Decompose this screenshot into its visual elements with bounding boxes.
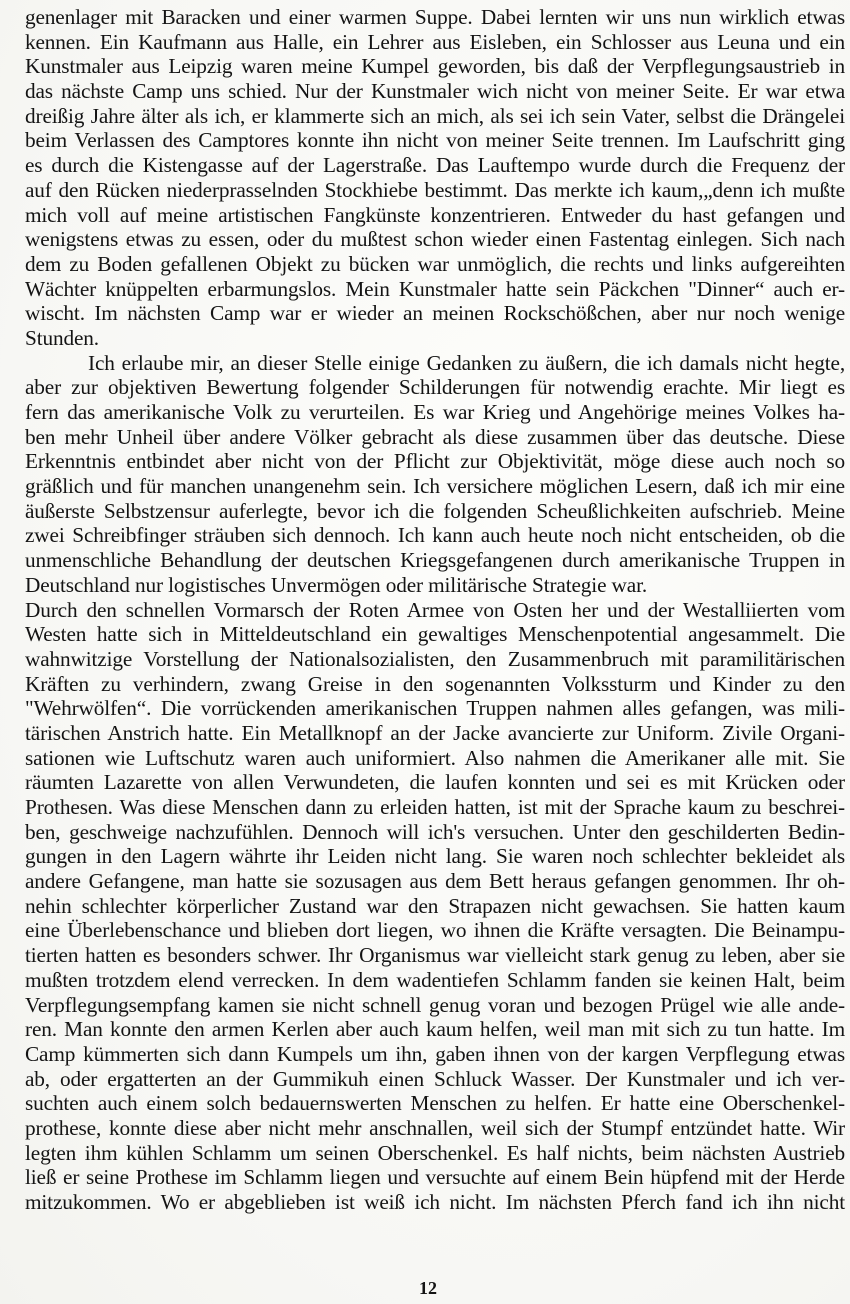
text-line: nehin schlechter körperlicher Zustand war den Strapazen nicht gewachsen. Sie hatten kaum: [25, 893, 845, 918]
text-line: mich voll auf meine artistischen Fangkünste konzentrieren. Entweder du hast gefangen und: [25, 202, 845, 227]
text-line: prothese, konnte diese aber nicht mehr anschnallen, weil sich der Stumpf entzündet hatte. Wir: [25, 1115, 845, 1140]
text-line: Stunden.: [25, 325, 99, 350]
text-line: Verpflegungsempfang kamen sie nicht schnell genug voran und bezogen Prügel wie alle ande-: [25, 992, 845, 1017]
text-line: genenlager mit Baracken und einer warmen Suppe. Dabei lernten wir uns nun wirklich etwas: [25, 5, 845, 29]
text-line: sationen wie Luftschutz waren auch uniformiert. Also nahmen die Amerikaner alle mit. Sie: [25, 745, 845, 770]
text-line: dreißig Jahre älter als ich, er klammerte sich an mich, als sei ich sein Vater, selbst die Drängelei: [25, 103, 845, 128]
text-line: Ich erlaube mir, an dieser Stelle einige Gedanken zu äußern, die ich damals nicht hegte,: [88, 350, 845, 375]
text-line: fern das amerikanische Volk zu verurteilen. Es war Krieg und Angehörige meines Volkes ha-: [25, 400, 845, 424]
body-text: [25, 5, 845, 1215]
text-line: dem zu Boden gefallenen Objekt zu bücken war unmöglich, die rechts und links aufgereihten: [25, 251, 845, 276]
text-line: Camp kümmerten sich dann Kumpels um ihn, gaben ihnen von der kargen Verpflegung etwas: [25, 1041, 845, 1066]
text-line: räumten Lazarette von allen Verwundeten, die laufen konnten und sei es mit Krücken oder: [25, 770, 845, 795]
text-line: auf den Rücken niederprasselnden Stockhiebe bestimmt. Das merkte ich kaum,„denn ich mußte: [25, 177, 845, 202]
text-line: es durch die Kistengasse auf der Lagerstraße. Das Lauftempo wurde durch die Frequenz der: [25, 153, 845, 178]
text-line: tierten hatten es besonders schwer. Ihr Organismus war vielleicht stark genug zu leben, aber sie: [25, 943, 845, 968]
text-line: mitzukommen. Wo er abgeblieben ist weiß ich nicht. Im nächsten Pferch fand ich ihn nicht: [25, 1190, 845, 1214]
text-line: aber zur objektiven Bewertung folgender Schilderungen für notwendig erachte. Mir liegt es: [25, 375, 845, 400]
text-line: "Wehrwölfen“. Die vorrückenden amerikanischen Truppen nahmen alles gefangen, was mili-: [25, 696, 845, 721]
text-line: Kunstmaler aus Leipzig waren meine Kumpel geworden, bis daß der Verpflegungsaustrieb in: [25, 54, 845, 79]
text-line: wahnwitzige Vorstellung der Nationalsozialisten, den Zusammenbruch mit paramilitärischen: [25, 646, 845, 671]
page-number: 12: [419, 1278, 437, 1298]
text-line: Prothesen. Was diese Menschen dann zu erleiden hatten, ist mit der Sprache kaum zu beschrei-: [25, 795, 845, 819]
text-line: Kräften zu verhindern, zwang Greise in den sogenannten Volkssturm und Kinder zu den: [25, 671, 845, 696]
text-line: legten ihm kühlen Schlamm um seinen Oberschenkel. Es half nichts, beim nächsten Austrieb: [25, 1140, 845, 1165]
text-line: eine Überlebenschance und blieben dort liegen, wo ihnen die Kräfte versagten. Die Beinampu-: [25, 918, 845, 943]
text-line: zwei Schreibfinger sträuben sich dennoch. Ich kann auch heute noch nicht entscheiden, ob die: [25, 523, 845, 548]
text-line: Wächter knüppelten erbarmungslos. Mein Kunstmaler hatte sein Päckchen "Dinner“ auch er-: [25, 276, 845, 301]
text-line: unmenschliche Behandlung der deutschen Kriegsgefangenen durch amerikanische Truppen in: [25, 548, 845, 573]
text-line: wischt. Im nächsten Camp war er wieder an meinen Rockschößchen, aber nur noch wenige: [25, 301, 845, 326]
text-line: andere Gefangene, man hatte sie sozusagen aus dem Bett heraus gefangen genommen. Ihr oh-: [25, 869, 845, 894]
text-line: das nächste Camp uns schied. Nur der Kunstmaler wich nicht von meiner Seite. Er war etwa: [25, 79, 845, 104]
text-line: ließ er seine Prothese im Schlamm liegen und versuchte auf einem Bein hüpfend mit der Herde: [25, 1165, 845, 1190]
text-line: gungen in den Lagern währte ihr Leiden nicht lang. Sie waren noch schlechter bekleidet als: [25, 844, 845, 869]
text-line: ben, geschweige nachzufühlen. Dennoch will ich's versuchen. Unter den geschilderten Bedin-: [25, 819, 845, 844]
text-line: gräßlich und für manchen unangenehm sein. Ich versichere möglichen Lesern, daß ich mir eine: [25, 474, 845, 499]
text-line: ben mehr Unheil über andere Völker gebracht als diese zusammen über das deutsche. Diese: [25, 424, 845, 449]
text-line: mußten trotzdem elend verrecken. In dem wadentiefen Schlamm fanden sie keinen Halt, beim: [25, 967, 845, 992]
text-line: wenigstens etwas zu essen, oder du mußtest schon wieder einen Fastentag einlegen. Sich nach: [25, 227, 845, 252]
text-line: suchten auch einem solch bedauernswerten Menschen zu helfen. Er hatte eine Oberschenkel-: [25, 1091, 845, 1116]
text-line: Durch den schnellen Vormarsch der Roten Armee von Osten her und der Westalliierten vom: [25, 597, 845, 622]
text-line: ren. Man konnte den armen Kerlen aber auch kaum helfen, weil man mit sich zu tun hatte. Im: [25, 1017, 845, 1042]
text-line: tärischen Anstrich hatte. Ein Metallknopf an der Jacke avancierte zur Uniform. Zivile Organi-: [25, 720, 845, 745]
text-line: Erkenntnis entbindet aber nicht von der Pflicht zur Objektivität, möge diese auch noch so: [25, 449, 845, 474]
text-line: beim Verlassen des Camptores konnte ihn nicht von meiner Seite trennen. Im Laufschritt ging: [25, 128, 845, 153]
text-line: Deutschland nur logistisches Unvermögen oder militärische Strategie war.: [25, 572, 648, 597]
text-line: äußerste Selbstzensur auferlegte, bevor ich die folgenden Scheußlichkeiten aufschrieb. Meine: [25, 498, 845, 523]
text-line: kennen. Ein Kaufmann aus Halle, ein Lehrer aus Eisleben, ein Schlosser aus Leuna und ein: [25, 29, 845, 54]
text-line: ab, oder ergatterten an der Gummikuh einen Schluck Wasser. Der Kunstmaler und ich ver-: [25, 1066, 845, 1091]
text-line: Westen hatte sich in Mitteldeutschland ein gewaltiges Menschenpotential angesammelt. Die: [25, 622, 845, 647]
